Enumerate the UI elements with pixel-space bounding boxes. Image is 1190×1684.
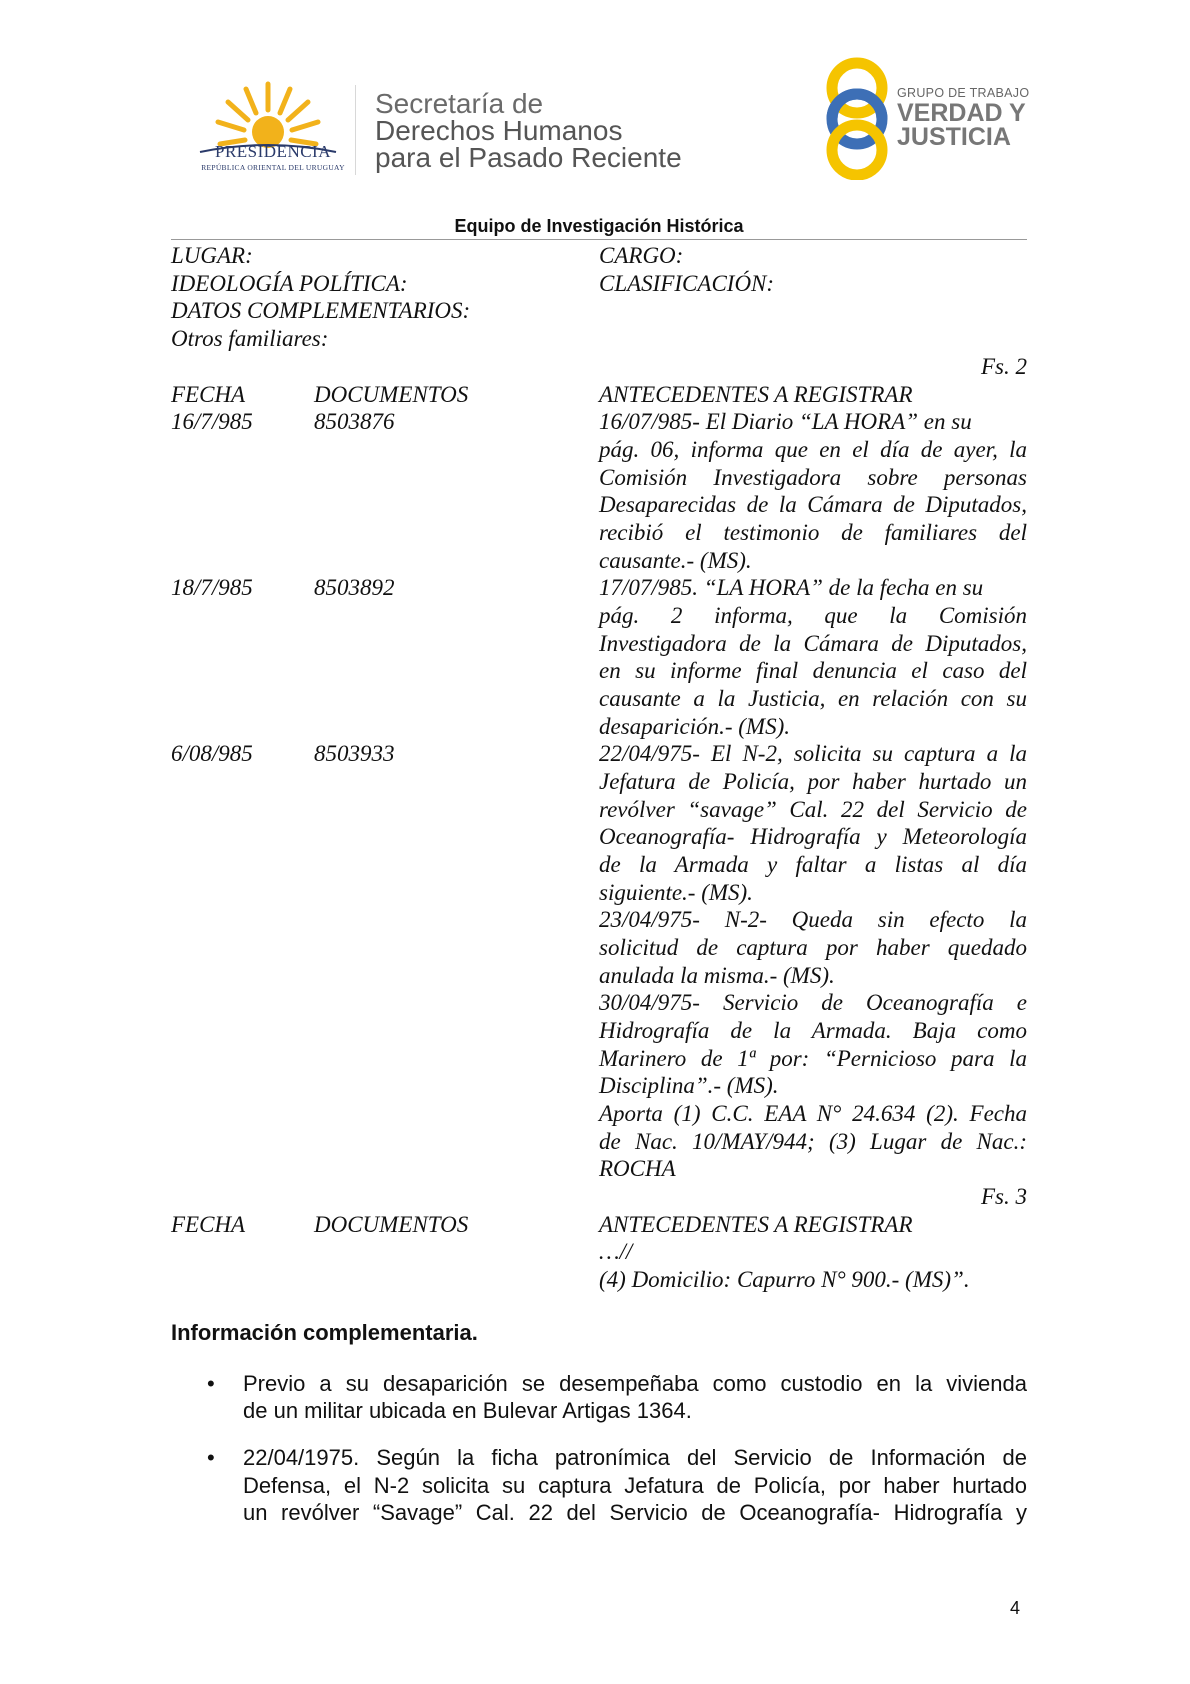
column-header-documentos: DOCUMENTOS (314, 382, 469, 407)
antecedente-line: ROCHA (599, 1156, 676, 1181)
antecedente-line: Oceanografía- Hidrografía y Meteorología (599, 824, 1027, 849)
antecedente-line: revólver “savage” Cal. 22 del Servicio de (599, 797, 1027, 822)
field-datos-complementarios: DATOS COMPLEMENTARIOS: (171, 298, 471, 323)
antecedente-line: Investigadora de la Cámara de Diputados, (599, 631, 1027, 656)
bullet-line: un revólver “Savage” Cal. 22 del Servicio de Oceanografía- Hidrografía y (243, 1500, 1027, 1525)
antecedente-line: causante a la Justicia, en relación con su (599, 686, 1027, 711)
folio-number: Fs. 3 (981, 1184, 1027, 1209)
equipo-heading: Equipo de Investigación Histórica (454, 216, 744, 236)
antecedente-line: Comisión Investigadora sobre personas (599, 465, 1027, 490)
field-clasificacion: CLASIFICACIÓN: (599, 271, 775, 296)
bullet-line: 22/04/1975. Según la ficha patronímica del Servicio de Información de (243, 1445, 1027, 1470)
antecedente-line: Marinero de 1ª por: “Pernicioso para la (599, 1046, 1027, 1071)
antecedente-line: 23/04/975- N-2- Queda sin efecto la (599, 907, 1027, 932)
antecedente-line: anulada la misma.- (MS). (599, 963, 835, 988)
antecedente-line: desaparición.- (MS). (599, 714, 790, 739)
grupo-trabajo-label: GRUPO DE TRABAJO (897, 86, 1030, 100)
antecedente-line: 16/07/985- El Diario “LA HORA” en su (599, 409, 972, 434)
republica-label: REPÚBLICA ORIENTAL DEL URUGUAY (201, 163, 345, 172)
column-header-antecedentes: ANTECEDENTES A REGISTRAR (599, 1212, 913, 1237)
continuation-line: (4) Domicilio: Capurro N° 900.- (MS)”. (599, 1267, 970, 1292)
bullet-icon: • (207, 1371, 215, 1396)
field-lugar: LUGAR: (171, 243, 253, 268)
presidencia-label: PRESIDENCIA (214, 142, 331, 161)
antecedente-line: pág. 06, informa que en el día de ayer, la (599, 437, 1027, 462)
column-header-fecha: FECHA (171, 382, 246, 407)
header-divider (355, 85, 356, 175)
field-otros-familiares: Otros familiares: (171, 326, 329, 351)
grupo-trabajo-rings-logo (815, 55, 900, 180)
antecedente-line: Desaparecidas de la Cámara de Diputados, (599, 492, 1027, 517)
row-fecha: 16/7/985 (171, 409, 253, 434)
row-documento: 8503933 (314, 741, 395, 766)
antecedente-line: en su informe final denuncia el caso del (599, 658, 1027, 683)
antecedente-line: 30/04/975- Servicio de Oceanografía e (599, 990, 1027, 1015)
antecedente-line: Disciplina”.- (MS). (599, 1073, 779, 1098)
field-ideologia: IDEOLOGÍA POLÍTICA: (171, 271, 408, 296)
continuation-line: …// (599, 1239, 633, 1264)
column-header-fecha: FECHA (171, 1212, 246, 1237)
antecedente-line: Aporta (1) C.C. EAA N° 24.634 (2). Fecha (599, 1101, 1027, 1126)
field-cargo: CARGO: (599, 243, 684, 268)
antecedente-line: Jefatura de Policía, por haber hurtado un (599, 769, 1027, 794)
antecedente-line: causante.- (MS). (599, 548, 752, 573)
secretaria-line-3: para el Pasado Reciente (375, 142, 682, 173)
bullet-icon: • (207, 1445, 215, 1470)
antecedente-line: Hidrografía de la Armada. Baja como (599, 1018, 1027, 1043)
secretaria-line-2: Derechos Humanos (375, 115, 623, 146)
secretaria-title (375, 90, 682, 171)
row-documento: 8503892 (314, 575, 395, 600)
column-header-documentos: DOCUMENTOS (314, 1212, 469, 1237)
row-documento: 8503876 (314, 409, 395, 434)
column-header-antecedentes: ANTECEDENTES A REGISTRAR (599, 382, 913, 407)
antecedente-line: solicitud de captura por haber quedado (599, 935, 1027, 960)
page-number: 4 (1010, 1598, 1021, 1618)
info-heading: Información complementaria. (171, 1320, 478, 1345)
row-fecha: 18/7/985 (171, 575, 253, 600)
bullet-line: Defensa, el N-2 solicita su captura Jefatura de Policía, por haber hurtado (243, 1473, 1027, 1498)
verdad-label: VERDAD Y (897, 99, 1026, 127)
antecedente-line: 22/04/975- El N-2, solicita su captura a la (599, 741, 1027, 766)
antecedente-line: de Nac. 10/MAY/944; (3) Lugar de Nac.: (599, 1129, 1027, 1154)
antecedente-line: siguiente.- (MS). (599, 880, 753, 905)
antecedente-line: 17/07/985. “LA HORA” de la fecha en su (599, 575, 984, 600)
bullet-line: de un militar ubicada en Bulevar Artigas 1364. (243, 1398, 692, 1423)
antecedente-line: de la Armada y faltar a listas al día (599, 852, 1027, 877)
row-fecha: 6/08/985 (171, 741, 253, 766)
antecedente-line: pág. 2 informa, que la Comisión (599, 603, 1027, 628)
secretaria-line-1: Secretaría de (375, 88, 544, 119)
justicia-label: JUSTICIA (897, 123, 1011, 151)
bullet-line: Previo a su desaparición se desempeñaba como custodio en la vivienda (243, 1371, 1027, 1396)
heading-rule (171, 239, 1027, 240)
folio-number: Fs. 2 (981, 354, 1027, 379)
antecedente-line: recibió el testimonio de familiares del (599, 520, 1027, 545)
